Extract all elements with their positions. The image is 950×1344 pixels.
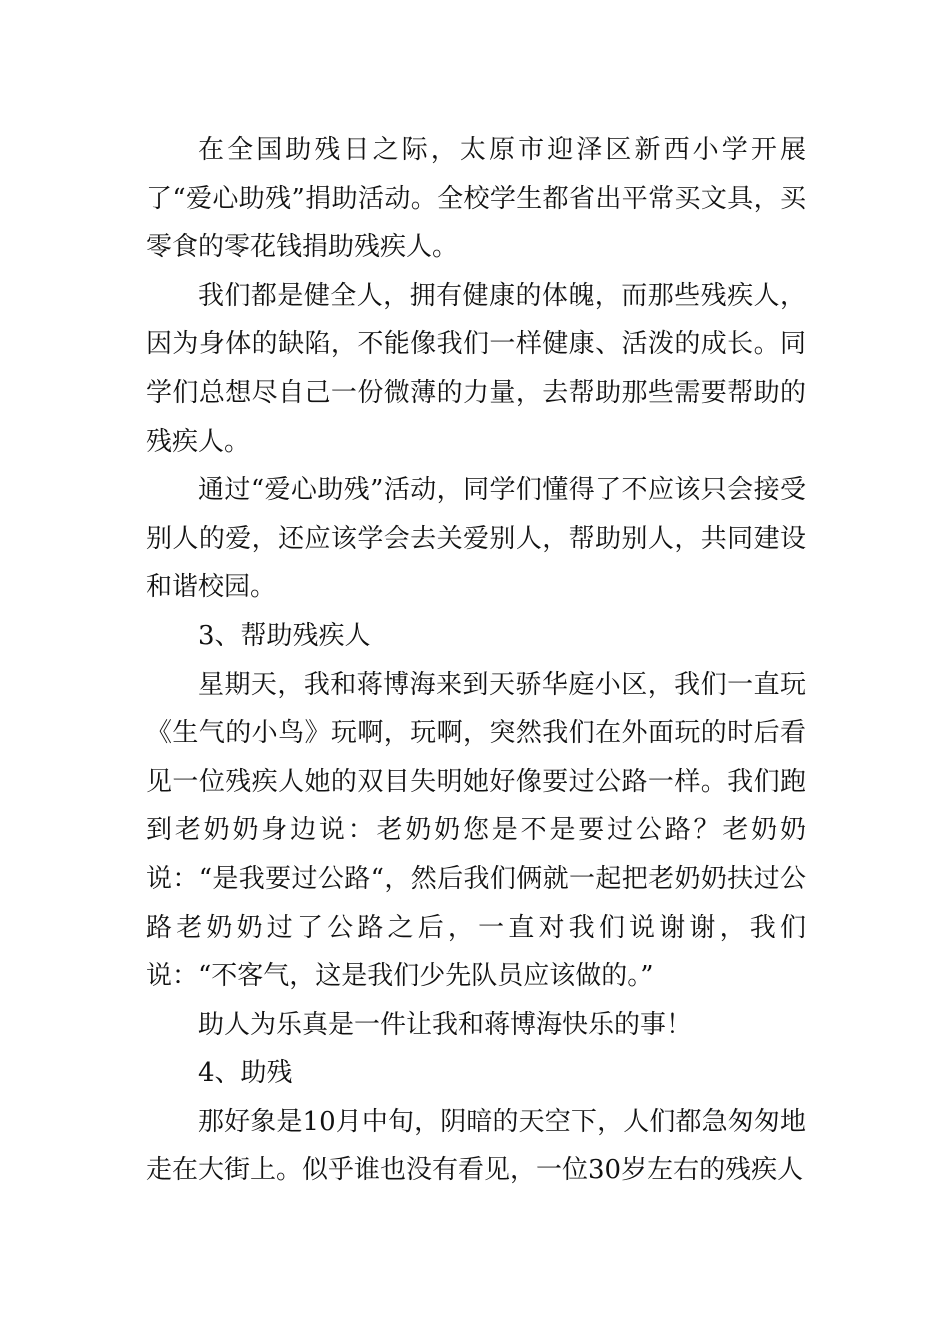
section-heading-4: 4、助残 bbox=[198, 1058, 293, 1089]
paragraph-2: 我们都是健全人，拥有健康的体魄，而那些残疾人，因为身体的缺陷，不能像我们一样健康、活泼的成长。同学们总想尽自己一份微薄的力量，去帮助那些需要帮助的残疾人。 bbox=[146, 280, 806, 457]
paragraph-6: 那好象是10月中旬，阴暗的天空下，人们都急匆匆地走在大街上。似乎谁也没有看见，一位30岁左右的残疾人 bbox=[146, 1106, 806, 1186]
document-body bbox=[146, 126, 806, 1195]
paragraph-1: 在全国助残日之际，太原市迎泽区新西小学开展了“爱心助残”捐助活动。全校学生都省出平常买文具，买零食的零花钱捐助残疾人。 bbox=[146, 135, 806, 263]
paragraph-4: 星期天，我和蒋博海来到天骄华庭小区，我们一直玩《生气的小鸟》玩啊，玩啊，突然我们在外面玩的时后看见一位残疾人她的双目失明她好像要过公路一样。我们跑到老奶奶身边说：老奶奶您是不是要过公路？老奶奶说：“是我要过公路“，然后我们俩就一起把老奶奶扶过公路老奶奶过了公路之后，一直对我们说谢谢，我们说：“不客气，这是我们少先队员应该做的。” bbox=[146, 669, 806, 992]
section-heading-3: 3、帮助残疾人 bbox=[198, 620, 371, 651]
paragraph-5: 助人为乐真是一件让我和蒋博海快乐的事！ bbox=[198, 1009, 693, 1040]
paragraph-3: 通过“爱心助残”活动，同学们懂得了不应该只会接受别人的爱，还应该学会去关爱别人，帮助别人，共同建设和谐校园。 bbox=[146, 475, 806, 603]
